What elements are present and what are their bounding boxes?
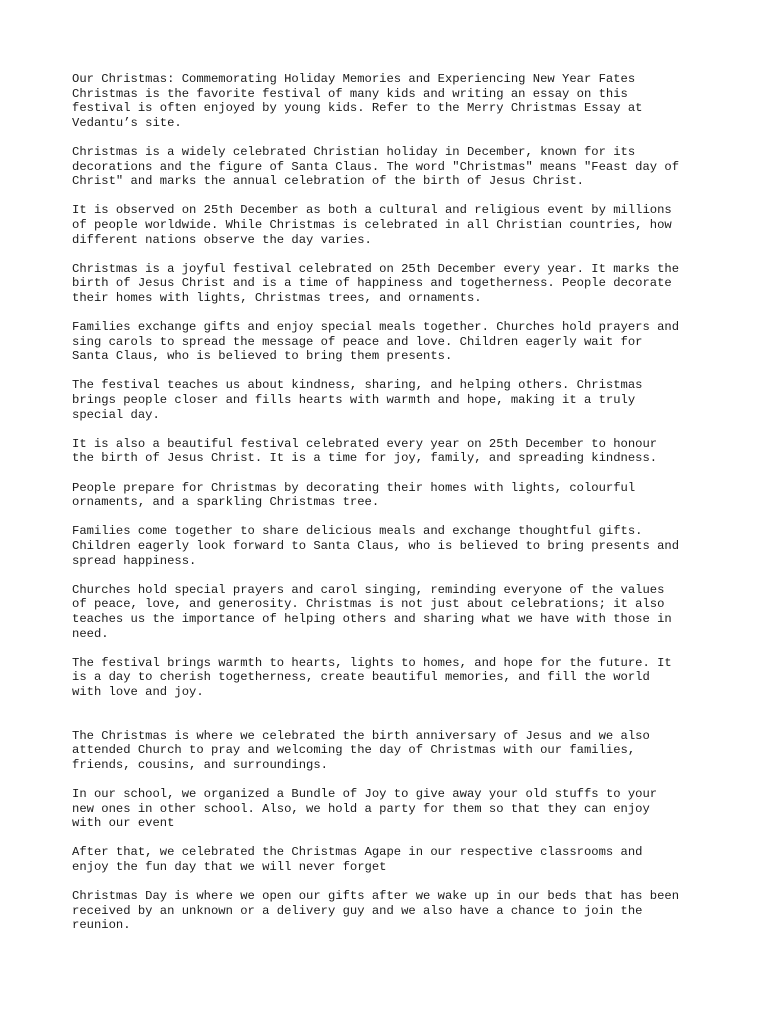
paragraph-agape: After that, we celebrated the Christmas Agape in our respective classrooms and enjoy the fun day that we will never forget xyxy=(72,845,643,874)
paragraph-intro: Our Christmas: Commemorating Holiday Memories and Experiencing New Year Fates Christmas is the favorite festival of many kids and writing an essay on this festival is often enjoyed by young kids. Refer to the Merry Christmas Essay at Vedantu’s site. xyxy=(72,72,643,130)
paragraph-kindness: The festival teaches us about kindness, sharing, and helping others. Christmas brings people closer and fills hearts with warmth and hope, making it a truly special day. xyxy=(72,378,643,422)
paragraph-christmas-day: Christmas Day is where we open our gifts after we wake up in our beds that has been received by an unknown or a delivery guy and we also have a chance to join the reunion. xyxy=(72,889,680,933)
paragraph-warmth: The festival brings warmth to hearts, lights to homes, and hope for the future. It is a day to cherish togetherness, create beautiful memories, and fill the world with love and joy. xyxy=(72,655,672,699)
paragraph-gifts-meals: Families exchange gifts and enjoy special meals together. Churches hold prayers and sing carols to spread the message of peace and love. Children eagerly wait for Santa Claus, who is believed to bring them presents. xyxy=(72,320,680,364)
paragraph-observance: It is observed on 25th December as both a cultural and religious event by millions of people worldwide. While Christmas is celebrated in all Christian countries, how different nations observe the day varies. xyxy=(72,203,672,247)
paragraph-definition: Christmas is a widely celebrated Christian holiday in December, known for its decorations and the figure of Santa Claus. The word "Christmas" means "Feast day of Christ" and marks the annual celebration of the birth of Jesus Christ. xyxy=(72,144,680,189)
paragraph-families: Families come together to share delicious meals and exchange thoughtful gifts. Children eagerly look forward to Santa Claus, who is believed to bring presents and spread happiness. xyxy=(72,524,680,568)
paragraph-preparation: People prepare for Christmas by decorating their homes with lights, colourful ornaments, and a sparkling Christmas tree. xyxy=(72,480,636,510)
paragraph-beautiful-festival: It is also a beautiful festival celebrated every year on 25th December to honour the birth of Jesus Christ. It is a time for joy, family, and spreading kindness. xyxy=(72,436,658,466)
paragraph-joyful-festival: Christmas is a joyful festival celebrated on 25th December every year. It marks the birth of Jesus Christ and is a time of happiness and togetherness. People decorate their homes with lights, Christmas trees, and ornaments. xyxy=(72,261,680,305)
paragraph-school: In our school, we organized a Bundle of Joy to give away your old stuffs to your new ones in other school. Also, we hold a party for them so that they can enjoy with our event xyxy=(72,786,658,831)
paragraph-churches: Churches hold special prayers and carol singing, reminding everyone of the values of peace, love, and generosity. Christmas is not just about celebrations; it also teaches us the importance of helping others and sharing what we have with those in need. xyxy=(72,582,672,641)
essay-body xyxy=(72,72,712,947)
paragraph-celebration: The Christmas is where we celebrated the birth anniversary of Jesus and we also attended Church to pray and welcoming the day of Christmas with our families, friends, cousins, and surroundings. xyxy=(72,728,650,772)
